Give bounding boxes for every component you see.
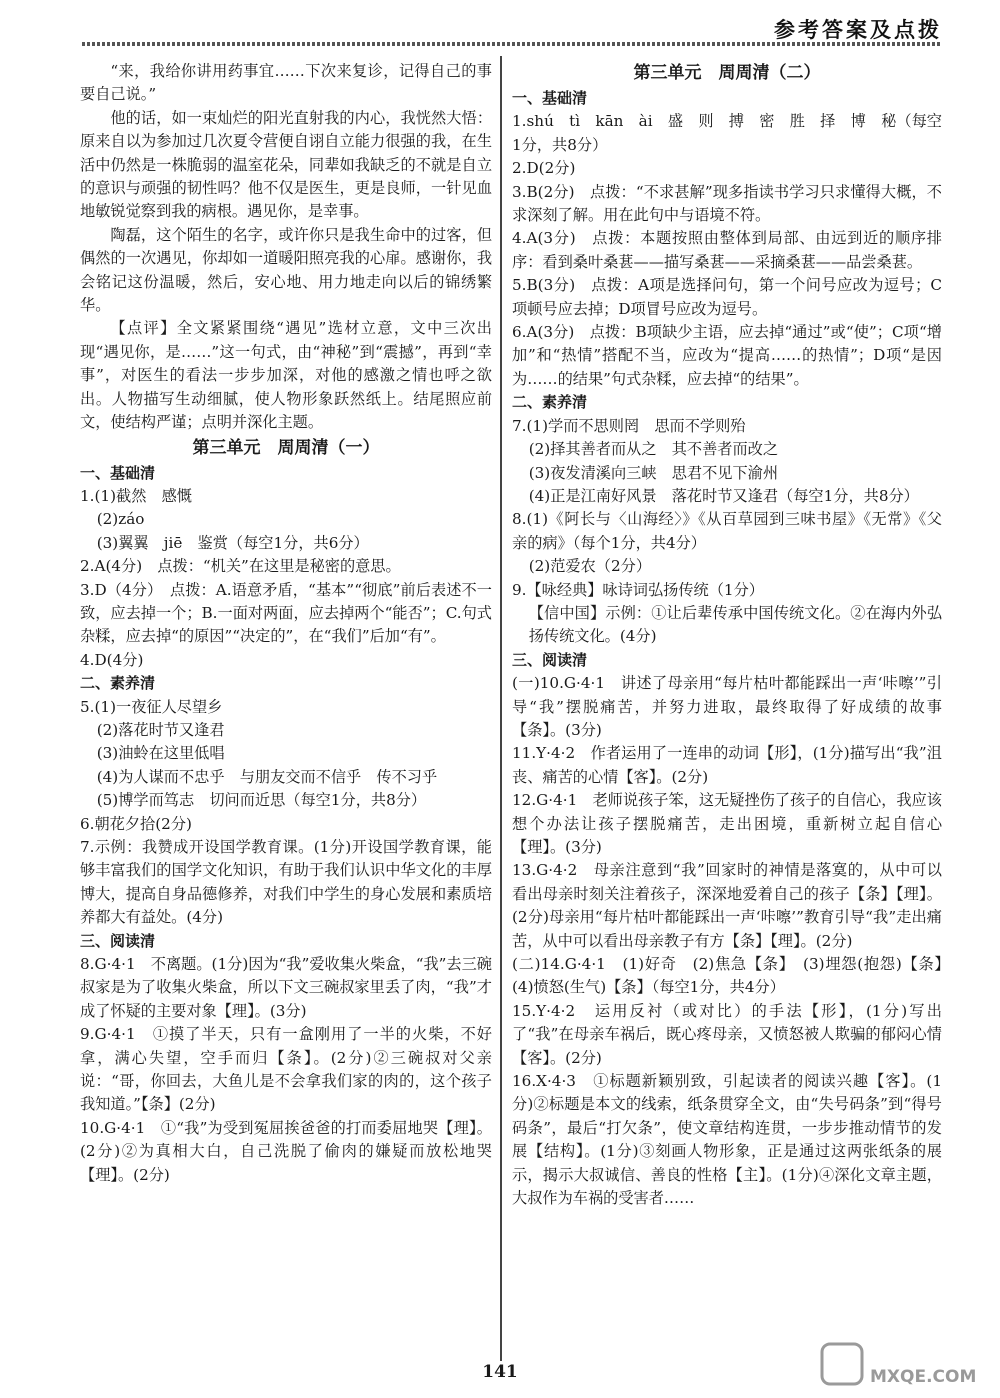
right-column (512, 60, 958, 1211)
left-answer-subitem: (4)为人谋而不忠乎 与朋友交而不信乎 传不习乎 (96, 767, 438, 786)
left-column (80, 60, 492, 1187)
watermark-text: MXQE.COM (870, 1367, 977, 1387)
right-answer-item: 1.shú tì kān ài 盛 则 搏 密 胜 择 博 秘（每空1分，共8分） (512, 112, 942, 154)
right-answer-subitem: (4)正是江南好风景 落花时节又逢君（每空1分，共8分） (528, 486, 919, 505)
right-answer-item: (二)14.G·4·1 (1)好奇 (2)焦急【条】 (3)埋怨(抱怨)【条】 (4)愤怒(生气)【条】（每空1分，共4分） (512, 955, 958, 997)
left-answer-subitem: (3)翼翼 jiē 鉴赏（每空1分，共6分） (96, 533, 369, 552)
right-answer-item: 13.G·4·2 母亲注意到“我”回家时的神情是落寞的，从中可以看出母亲时刻关注着孩子，深深地爱着自己的孩子【条】【理】。(2分)母亲用“每片枯叶都能踩出一声‘咔嚓’”教育引导“我”走出痛苦，从中可以看出母亲教子有方【条】【理】。(2分) (512, 861, 942, 950)
right-category-heading: 一、基础清 (512, 89, 588, 107)
watermark-logo (820, 1340, 990, 1392)
left-answer-item: 7.示例：我赞成开设国学教育课。(1分)开设国学教育课，能够丰富我们的国学文化知识，有助于我们认识中华文化的丰厚博大，提高自身品德修养，对我们中学生的身心发展和素质培养都大有益处。(4分) (80, 838, 492, 927)
left-answer-item: 5.(1)一夜征人尽望乡 (80, 697, 223, 716)
left-paragraph: 陶磊，这个陌生的名字，或许你只是我生命中的过客，但偶然的一次遇见，你却如一道暖阳照亮我的心扉。感谢你，我会铭记这份温暖，然后，安心地、用力地走向以后的锦绣繁华。 (80, 225, 492, 315)
left-paragraph: 他的话，如一束灿烂的阳光直射我的内心，我恍然大悟：原来自以为参加过几次夏令营便自诩自立能力很强的我，在生活中仍然是一株脆弱的温室花朵，同辈如我缺乏的不就是自立的意识与顽强的韧性吗？他不仅是医生，更是良师，一针见血地敏锐觉察到我的病根。遇见你，是幸事。 (80, 108, 492, 221)
left-answer-subitem: (2)落花时节又逢君 (96, 720, 225, 739)
left-answer-subitem: (5)博学而笃志 切问而近思（每空1分，共8分） (96, 791, 427, 810)
right-answer-subitem: 【信中国】示例：①让后辈传承中国传统文化。②在海内外弘扬传统文化。(4分) (528, 603, 942, 646)
page-header (0, 0, 1000, 50)
left-answer-item: 10.G·4·1 ①“我”为受到冤屈挨爸爸的打而委屈地哭【理】。(2分)②为真相大白，自己洗脱了偷肉的嫌疑而放松地哭【理】。(2分) (80, 1118, 492, 1184)
right-answer-item: 15.Y·4·2 运用反衬（或对比）的手法【形】，(1分)写出了“我”在母亲车祸后，既心疼母亲，又愤怒被人欺骗的郁闷心情【客】。(2分) (512, 1001, 942, 1067)
right-answer-item: 8.(1)《阿长与〈山海经〉》《从百草园到三味书屋》《无常》《父亲的病》（每个1分，共4分） (512, 510, 942, 552)
left-answer-item: 3.D（4分） 点拨：A.语意矛盾，“基本”“彻底”前后表述不一致，应去掉一个；B.一面对两面，应去掉两个“能否”；C.句式杂糅，应去掉“的原因”“决定的”，在“我们”后加“有”。 (80, 580, 492, 646)
right-answer-item: 2.D(2分) (512, 159, 576, 178)
left-section-title: 第三单元 周周清（一） (192, 437, 380, 458)
right-answer-subitem: (3)夜发清溪向三峡 思君不见下渝州 (528, 463, 779, 482)
left-answer-item: 1.(1)截然 感慨 (80, 486, 192, 505)
header-title: 参考答案及点拨 (774, 18, 942, 42)
column-divider (500, 56, 502, 1361)
right-answer-subitem: (2)择其善者而从之 其不善者而改之 (528, 440, 779, 459)
left-answer-item: 6.朝花夕拾(2分) (80, 814, 192, 833)
page-number: 141 (482, 1362, 518, 1382)
left-answer-item: 2.A(4分) 点拨：“机关”在这里是秘密的意思。 (80, 557, 401, 576)
left-category-heading: 一、基础清 (80, 463, 156, 482)
right-category-heading: 二、素养清 (512, 393, 588, 412)
right-answer-item: 6.A(3分) 点拨：B项缺少主语，应去掉“通过”或“使”；C项“增加”和“热情”搭配不当，应改为“提高……的热情”；D项“是因为……的结果”句式杂糅，应去掉“的结果”。 (512, 323, 942, 388)
right-answer-item: 11.Y·4·2 作者运用了一连串的动词【形】，(1分)描写出“我”沮丧、痛苦的心情【客】。(2分) (512, 744, 942, 786)
right-answer-item: 7.(1)学而不思则罔 思而不学则殆 (512, 416, 746, 435)
right-answer-item: 4.A(3分) 点拨：本题按照由整体到局部、由远到近的顺序排序：看到桑叶桑葚——描写桑葚——采摘桑葚——品尝桑葚。 (512, 229, 942, 271)
left-answer-subitem: (3)油蛉在这里低唱 (96, 744, 225, 763)
right-answer-item: 12.G·4·1 老师说孩子笨，这无疑挫伤了孩子的自信心，我应该想个办法让孩子摆脱痛苦，走出困境，重新树立起自信心【理】。(3分) (512, 791, 942, 856)
right-answer-item: 16.X·4·3 ①标题新颖别致，引起读者的阅读兴趣【客】。(1分)②标题是本文的线索，纸条贯穿全文，由“失号码条”到“得号码条”，最后“打欠条”，使文章结构连贯，一步步推动情节的发展【结构】。(1分)③刻画人物形象，正是通过这两张纸条的展示，揭示大叔诚信、善良的性格【主】。(1分)④深化文章主题，大叔作为车祸的受害者…… (512, 1072, 942, 1208)
left-category-heading: 二、素养清 (80, 674, 156, 693)
left-answer-subitem: (2)záo (96, 510, 145, 529)
left-paragraph: 【点评】全文紧紧围绕“遇见”选材立意，文中三次出现“遇见你，是……”这一句式，由“神秘”到“震撼”，再到“幸事”，对医生的看法一步步加深，对他的感激之情也呼之欲出。人物描写生动细腻，使人物形象跃然纸上。结尾照应前文，使结构严谨；点明并深化主题。 (80, 319, 492, 432)
left-category-heading: 三、阅读清 (80, 931, 156, 950)
right-answer-item: (一)10.G·4·1 讲述了母亲用“每片枯叶都能踩出一声‘咔嚓’”引导“我”摆脱痛苦，并努力进取，最终取得了好成绩的故事【条】。(3分) (512, 674, 942, 739)
left-answer-item: 4.D(4分) (80, 650, 144, 669)
right-answer-item: 9.【咏经典】咏诗词弘扬传统（1分） (512, 580, 764, 599)
right-category-heading: 三、阅读清 (512, 650, 588, 669)
left-paragraph: “来，我给你讲用药事宜……下次来复诊，记得自己的事要自己说。” (80, 62, 492, 104)
right-answer-subitem: (2)范爱农（2分） (528, 557, 652, 576)
left-answer-item: 9.G·4·1 ①摸了半天，只有一盒刚用了一半的火柴，不好拿，满心失望，空手而归【条】。(2分)②三碗叔对父亲说：“哥，你回去，大鱼儿是不会拿我们家的肉的，这个孩子我知道。”【条】(2分) (80, 1025, 492, 1114)
left-answer-item: 8.G·4·1 不离题。(1分)因为“我”爱收集火柴盒，“我”去三碗叔家是为了收集火柴盒，所以下文三碗叔家里丢了肉，“我”才成了怀疑的主要对象【理】。(3分) (80, 955, 492, 1020)
right-answer-item: 5.B(3分) 点拨：A项是选择问句，第一个问号应改为逗号；C项顿号应去掉；D项冒号应改为逗号。 (512, 276, 942, 318)
right-answer-item: 3.B(2分) 点拨：“不求甚解”现多指读书学习只求懂得大概，不求深刻了解。用在此句中与语境不符。 (512, 182, 942, 225)
header-rule (82, 42, 942, 46)
right-section-title: 第三单元 周周清（二） (633, 63, 821, 83)
